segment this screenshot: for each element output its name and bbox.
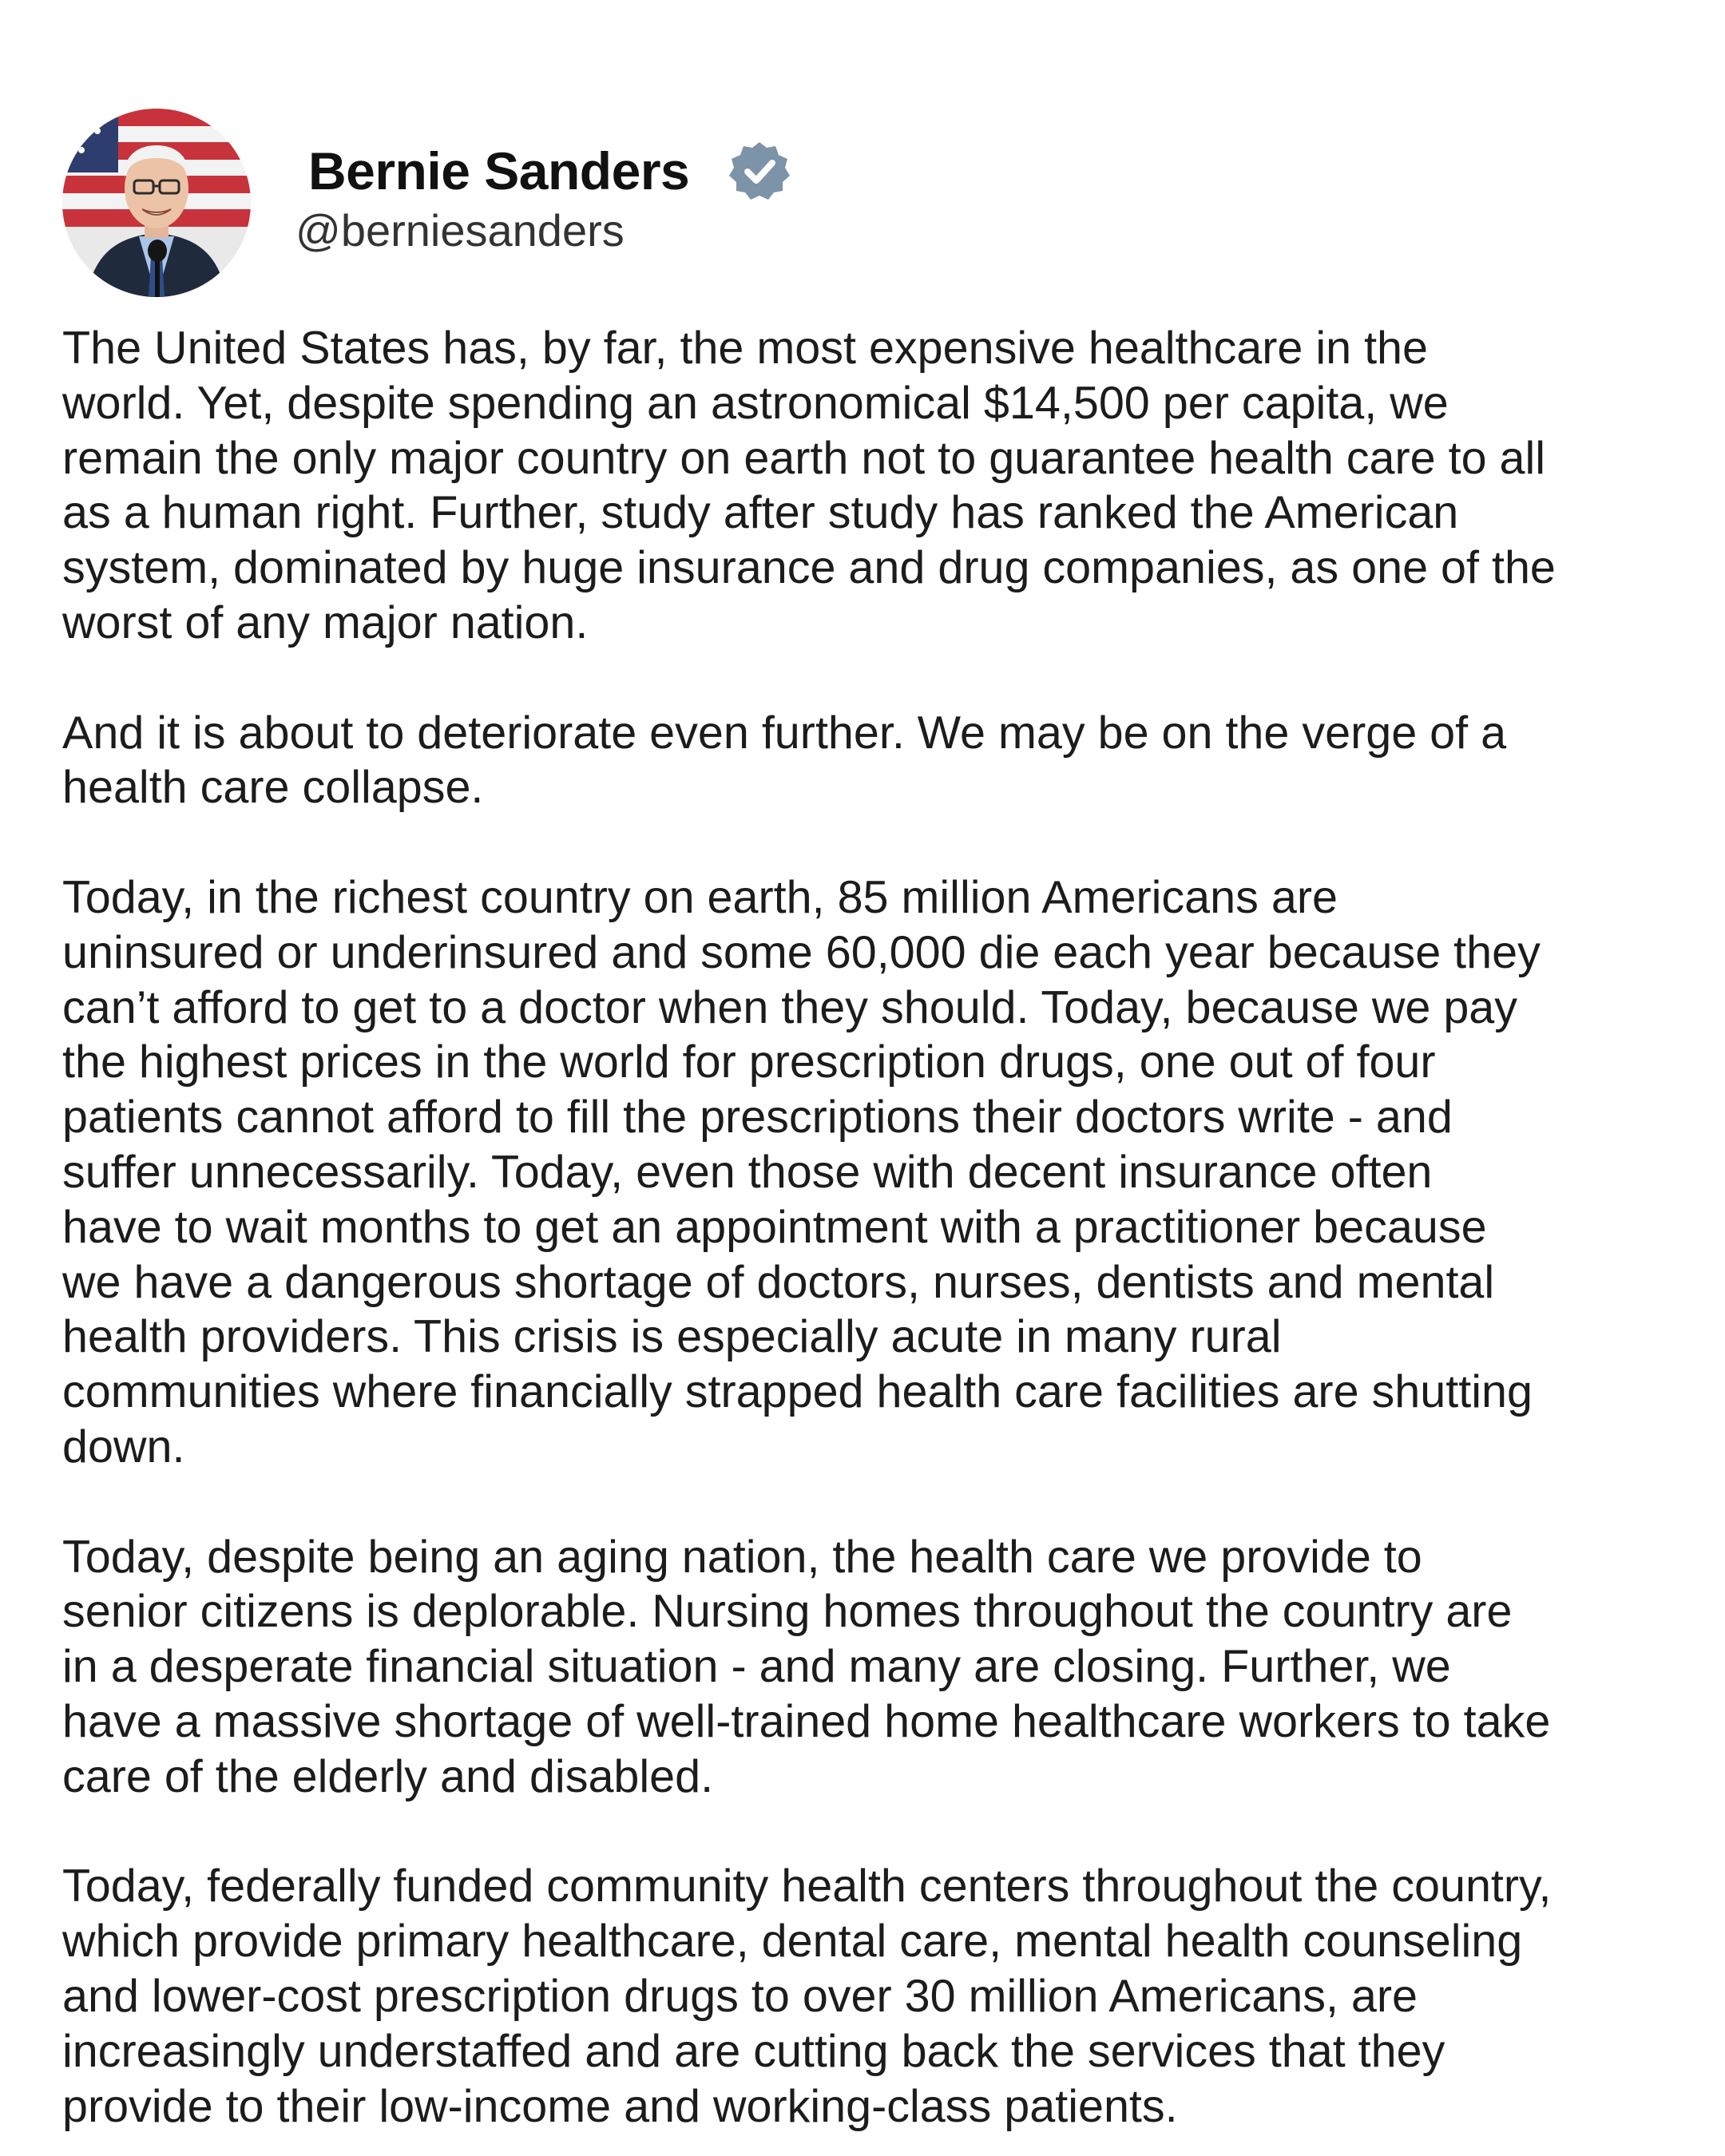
name-row bbox=[308, 139, 790, 203]
post-paragraph: And it is about to deteriorate even further. We may be on the verge of a health care collapse. bbox=[62, 707, 1507, 814]
display-name[interactable]: Bernie Sanders bbox=[308, 141, 690, 200]
post-paragraph: Today, in the richest country on earth, 85 million Americans are uninsured or underinsured and some 60,000 die each year because they can’t afford to get to a doctor when they should. Today, because we pay the highest prices in the world for prescription drugs, one out of four patients cannot afford to fill the prescriptions their doctors write - and suffer unnecessarily. Today, even those with decent insurance often have to wait months to get an appointment with a practitioner because we have a dangerous shortage of doctors, nurses, dentists and mental health providers. This crisis is especially acute in many rural communities where financially strapped health care facilities are shutting down. bbox=[62, 871, 1541, 1472]
user-handle[interactable]: @berniesanders bbox=[295, 205, 625, 256]
post-header bbox=[62, 109, 1691, 297]
post-paragraph: The United States has, by far, the most expensive healthcare in the world. Yet, despite spending an astronomical $14,500 per capita, we remain the only major country on earth not to guarantee health care to all as a human right. Further, study after study has ranked the American system, dominated by huge insurance and drug companies, as one of the worst of any major nation. bbox=[62, 323, 1556, 648]
profile-photo bbox=[62, 109, 251, 297]
verified-badge-icon bbox=[729, 141, 790, 201]
post-card bbox=[62, 109, 1691, 2132]
post-body bbox=[62, 321, 1723, 2134]
post-paragraph: Today, federally funded community health centers throughout the country, which provide primary healthcare, dental care, mental health counseling and lower-cost prescription drugs to over 30 million Americans, are increasingly understaffed and are cutting back the services that they provide to their low-income and working-class patients. bbox=[62, 1861, 1552, 2132]
avatar[interactable] bbox=[62, 109, 251, 297]
post-paragraph: Today, despite being an aging nation, the health care we provide to senior citizens is deplorable. Nursing homes throughout the country are in a desperate financial situation - and many are closing. Further, we have a massive shortage of well-trained home healthcare workers to take care of the elderly and disabled. bbox=[62, 1531, 1551, 1802]
